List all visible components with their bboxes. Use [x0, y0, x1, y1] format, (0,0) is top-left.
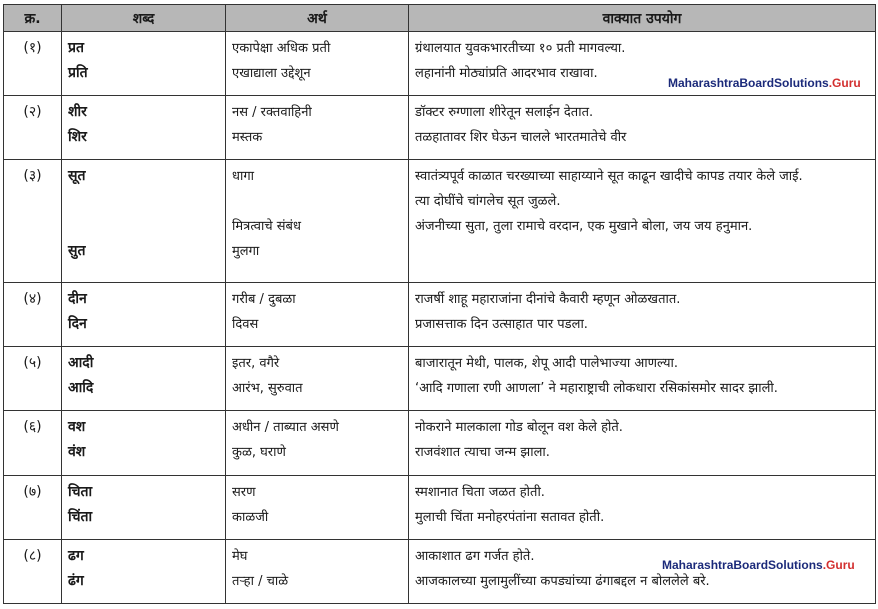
meaning: आरंभ, सुरुवात [232, 381, 303, 397]
word: ढंग [68, 572, 84, 589]
meaning-cell [226, 32, 409, 96]
word-cell [62, 411, 226, 475]
meaning-cell [226, 411, 409, 475]
usage-sentence: मुलाची चिंता मनोहरपंतांना सतावत होती. [415, 509, 605, 525]
usage-sentence: नोकराने मालकाला गोड बोलून वश केले होते. [415, 420, 623, 436]
meaning: अधीन / ताब्यात असणे [232, 420, 339, 436]
meaning: दिवस [232, 316, 259, 332]
watermark-part: Maharashtra [668, 76, 740, 90]
word-cell [62, 539, 226, 603]
usage-sentence: तळहातावर शिर घेऊन चालले भारतमातेचे वीर [415, 130, 627, 146]
usage-sentence: लहानांनी मोठ्यांप्रति आदरभाव राखावा. [415, 66, 598, 81]
usage-sentence: स्मशानात चिता जळत होती. [415, 484, 545, 500]
usage-sentence: आजकालच्या मुलामुलींच्या कपड्यांच्या ढंगाबद्दल न बोललेले बरे. [415, 573, 710, 589]
usage-sentence: राजर्षी शाहू महाराजांना दीनांचे कैवारी म्हणून ओळखतात. [415, 291, 681, 307]
word: प्रति [68, 65, 88, 81]
watermark [662, 558, 855, 572]
table-row [4, 282, 876, 346]
meaning: धागा [232, 169, 255, 185]
header-meaning: अर्थ [226, 5, 409, 32]
usage-sentence: ‘आदि गणाला रणी आणला’ ने महाराष्ट्राची लोकधारा रसिकांसमोर सादर झाली. [415, 381, 778, 397]
table-row [4, 96, 876, 160]
row-number: (५) [4, 347, 62, 411]
word-cell [62, 475, 226, 539]
meaning: कुळ, घराणे [232, 445, 286, 461]
meaning: नस / रक्तवाहिनी [232, 105, 312, 121]
row-number: (७) [4, 475, 62, 539]
vocabulary-table [3, 4, 876, 604]
header-word: शब्द [62, 5, 226, 32]
meaning: एकापेक्षा अधिक प्रती [232, 41, 331, 56]
word: सुत [68, 243, 86, 260]
usage-sentence: अंजनीच्या सुता, तुला रामाचे वरदान, एक मुखाने बोला, जय जय हनुमान. [415, 219, 753, 235]
watermark-part: Solutions [774, 76, 829, 90]
word-cell [62, 96, 226, 160]
meaning-cell [226, 539, 409, 603]
row-number: (१) [4, 32, 62, 96]
watermark-part: .Guru [822, 558, 855, 572]
word-cell [62, 347, 226, 411]
meaning-cell [226, 160, 409, 283]
vocabulary-table-container [3, 4, 875, 604]
watermark-part: Solutions [768, 558, 823, 572]
meaning: इतर, वगैरे [232, 356, 280, 372]
meaning: मस्तक [232, 130, 263, 146]
meaning-cell [226, 282, 409, 346]
usage-cell [409, 282, 876, 346]
usage-sentence: प्रजासत्ताक दिन उत्साहात पार पडला. [415, 316, 588, 332]
meaning: एखाद्याला उद्देशून [232, 66, 311, 81]
table-row [4, 160, 876, 283]
usage-sentence: ग्रंथालयात युवकभारतीच्या १० प्रती मागवल्या. [415, 41, 626, 56]
word: दीन [68, 290, 87, 307]
meaning: गरीब / दुबळा [232, 291, 296, 307]
table-row [4, 475, 876, 539]
usage-cell [409, 160, 876, 283]
header-row [4, 5, 876, 32]
row-number: (२) [4, 96, 62, 160]
meaning: सरण [232, 484, 256, 500]
word: सूत [68, 168, 86, 185]
word-cell [62, 160, 226, 283]
spacer [68, 214, 219, 239]
spacer [232, 189, 402, 214]
watermark [668, 76, 861, 90]
row-number: (३) [4, 160, 62, 283]
word-cell [62, 282, 226, 346]
usage-sentence: आकाशात ढग गर्जत होते. [415, 548, 535, 564]
word: शिर [68, 129, 87, 146]
usage-cell [409, 475, 876, 539]
usage-sentence: त्या दोघींचे चांगलेच सूत जुळले. [415, 194, 561, 210]
word: चिता [68, 483, 93, 500]
meaning: मुलगा [232, 244, 260, 260]
meaning-cell [226, 475, 409, 539]
word-cell [62, 32, 226, 96]
meaning-cell [226, 347, 409, 411]
word: वश [68, 419, 86, 436]
usage-cell [409, 347, 876, 411]
meaning: तऱ्हा / चाळे [232, 573, 289, 589]
table-row [4, 411, 876, 475]
meaning: मेघ [232, 548, 248, 564]
watermark-part: Board [739, 76, 775, 90]
word: चिंता [68, 508, 93, 525]
spacer [68, 189, 219, 214]
word: शीर [68, 104, 87, 121]
word: वंश [68, 444, 86, 461]
meaning: काळजी [232, 509, 269, 525]
table-row [4, 347, 876, 411]
usage-sentence: स्वातंत्र्यपूर्व काळात चरख्याच्या साहाय्याने सूत काढून खादीचे कापड तयार केले जाई. [415, 169, 803, 185]
word: दिन [68, 315, 87, 332]
usage-cell [409, 411, 876, 475]
usage-sentence: डॉक्टर रुग्णाला शीरेतून सलाईन देतात. [415, 105, 594, 121]
header-num: क्र. [4, 5, 62, 32]
usage-sentence: राजवंशात त्याचा जन्म झाला. [415, 445, 550, 461]
row-number: (८) [4, 539, 62, 603]
word: ढग [68, 547, 84, 564]
watermark-part: Board [733, 558, 769, 572]
watermark-part: Maharashtra [662, 558, 734, 572]
row-number: (६) [4, 411, 62, 475]
meaning: मित्रत्वाचे संबंध [232, 219, 301, 235]
header-usage: वाक्यात उपयोग [409, 5, 876, 32]
watermark-part: .Guru [828, 76, 861, 90]
word: प्रत [68, 40, 84, 56]
row-number: (४) [4, 282, 62, 346]
word: आदि [68, 380, 94, 397]
usage-cell [409, 96, 876, 160]
usage-sentence: बाजारातून मेथी, पालक, शेपू आदी पालेभाज्या आणल्या. [415, 356, 679, 372]
word: आदी [68, 355, 94, 372]
meaning-cell [226, 96, 409, 160]
